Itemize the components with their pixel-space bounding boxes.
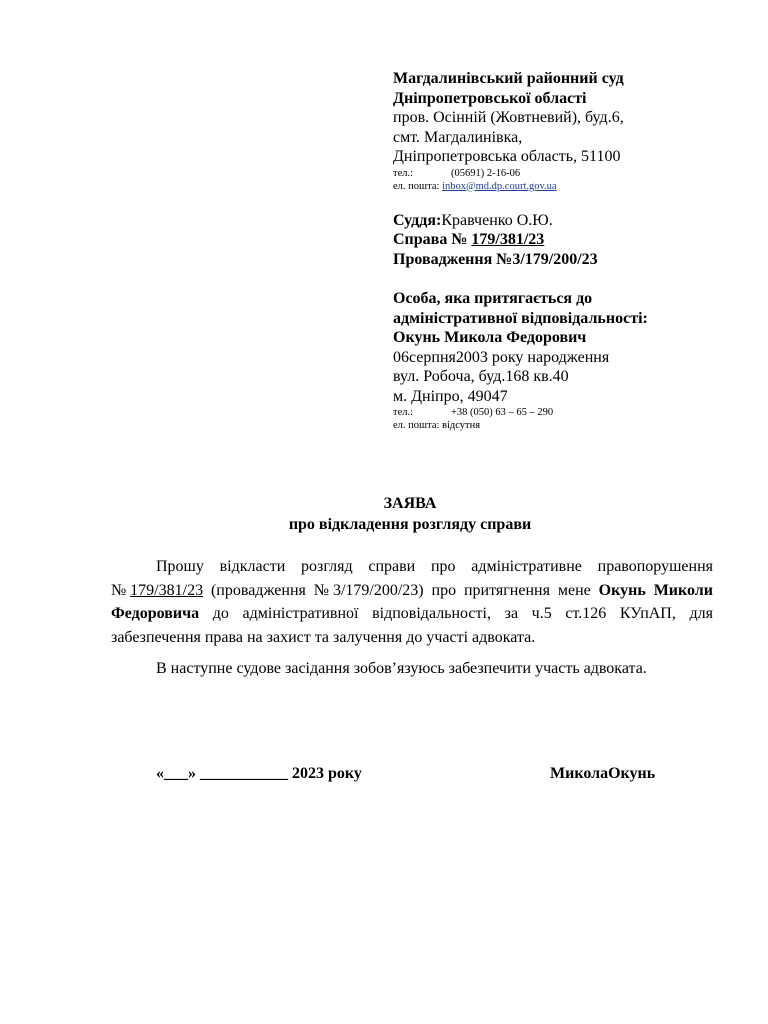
case-row: [393, 230, 733, 250]
p1-text-1: Прошу відкласти розгляд справи про адміністративне правопорушення №: [111, 558, 713, 599]
person-email-row: [393, 419, 733, 432]
judge-name: Кравченко О.Ю.: [441, 211, 553, 229]
title-line2: про відкладення розгляду справи: [288, 516, 532, 533]
signature-name: МиколаОкунь: [550, 765, 656, 782]
court-address-line2: смт. Магдалинівка,: [393, 128, 523, 146]
person-phone-row: [393, 406, 733, 419]
header-addressee-block: [393, 69, 733, 432]
court-email-row: [393, 180, 733, 193]
person-phone: +38 (050) 63 – 65 – 290: [451, 407, 554, 418]
judge-label: Суддя:: [393, 211, 442, 229]
person-name: Окунь Микола Федорович: [393, 329, 587, 346]
court-email-link[interactable]: inbox@md.dp.court.gov.ua: [442, 180, 557, 192]
document-title: [0, 493, 768, 535]
person-address-line2: м. Дніпро, 49047: [393, 387, 508, 405]
body-paragraph-1: [111, 555, 713, 649]
court-address-line3: Дніпропетровська область, 51100: [393, 148, 621, 165]
body-paragraph-2: В наступне судове засідання зобов’язуюсь забезпечити участь адвоката.: [156, 660, 647, 677]
court-phone: (05691) 2-16-06: [451, 167, 521, 179]
person-heading-line2: адміністративної відповідальності:: [393, 309, 648, 327]
person-birth: 06серпня2003 року народження: [393, 348, 610, 366]
p1-text-3: до адміністративної відповідальності, за ч.5 ст.126 КУпАП, для забезпечення права на захист та залучення до участі адвоката.: [111, 605, 713, 646]
p1-text-2: (провадження №3/179/200/23) про притягнення мене: [203, 581, 599, 599]
person-phone-label: тел.:: [393, 407, 414, 418]
proceeding-label: Провадження №: [393, 250, 513, 268]
title-line1: ЗАЯВА: [383, 495, 437, 512]
case-number: 179/381/23: [471, 231, 545, 248]
p1-case-number: 179/381/23: [130, 581, 204, 599]
court-name-line2: Дніпропетровської області: [393, 89, 587, 107]
person-heading-line1: Особа, яка притягається до: [393, 290, 593, 307]
court-email-label: ел. пошта:: [393, 180, 440, 192]
proceeding-row: [393, 250, 733, 270]
signature-date: «___» ___________ 2023 року: [156, 765, 362, 782]
case-label: Справа №: [393, 231, 468, 248]
proceeding-number: 3/179/200/23: [512, 250, 598, 268]
document-body: [111, 555, 713, 681]
person-email: відсутня: [442, 420, 481, 431]
p1-person-name: Окунь Миколи Федоровича: [111, 581, 714, 622]
court-phone-label: тел.:: [393, 167, 414, 179]
court-address-line1: пров. Осінній (Жовтневий), буд.6,: [393, 109, 624, 126]
court-phone-row: [393, 167, 733, 180]
judge-row: [393, 211, 733, 231]
person-address-line1: вул. Робоча, буд.168 кв.40: [393, 368, 569, 385]
person-email-label: ел. пошта:: [393, 420, 440, 431]
court-name-line1: Магдалинівський районний суд: [393, 70, 624, 87]
